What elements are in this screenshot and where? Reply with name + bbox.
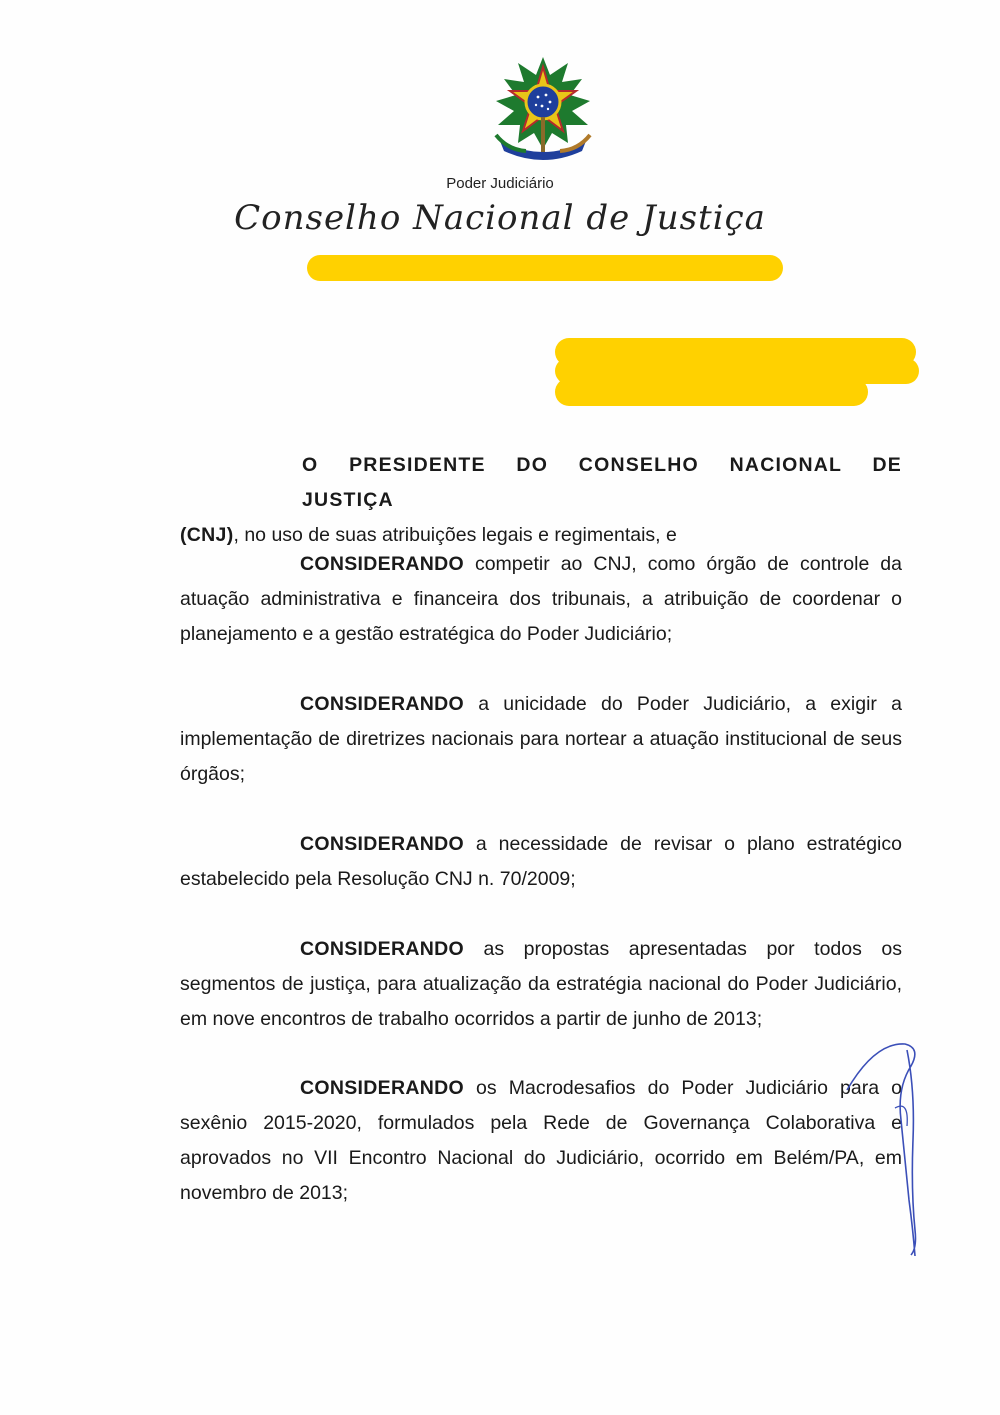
considerando-text: a unicidade do Poder Judiciário, a exigir a implementação de diretrizes nacionais para nortear a atuação institucional de seus órgãos;	[180, 693, 902, 785]
cnj-abbrev: (CNJ)	[180, 524, 234, 546]
considerando-keyword: CONSIDERANDO	[300, 938, 464, 960]
considerando-paragraph	[180, 932, 902, 1037]
considerando-text: os Macrodesafios do Poder Judiciário para o sexênio 2015-2020, formulados pela Rede de Governança Colaborativa e aprovados no VII Encontro Nacional do Judiciário, ocorrido em Belém/PA, em novembro de 2013;	[180, 1077, 902, 1204]
considerando-paragraph	[180, 547, 902, 652]
redaction-bar	[307, 255, 783, 281]
president-heading: O PRESIDENTE DO CONSELHO NACIONAL DE JUSTIÇA	[302, 454, 902, 511]
considerando-keyword: CONSIDERANDO	[300, 553, 464, 575]
considerando-text: a necessidade de revisar o plano estratégico estabelecido pela Resolução CNJ n. 70/2009;	[180, 833, 902, 890]
considerando-text: as propostas apresentadas por todos os segmentos de justiça, para atualização da estratégia nacional do Poder Judiciário, em nove encontros de trabalho ocorridos a partir de junho de 2013;	[180, 938, 902, 1030]
poder-judiciario-label: Poder Judiciário	[446, 175, 554, 192]
considerando-keyword: CONSIDERANDO	[300, 833, 464, 855]
handwritten-signature	[835, 1030, 935, 1270]
conselho-nacional-title: Conselho Nacional de Justiça	[234, 198, 766, 238]
brasil-coat-of-arms-icon	[478, 55, 608, 165]
considerando-paragraph	[180, 1071, 902, 1211]
preamble	[180, 448, 902, 553]
considerando-paragraph	[180, 687, 902, 792]
considerando-keyword: CONSIDERANDO	[300, 693, 464, 715]
redaction-bar	[555, 378, 868, 406]
considerando-paragraph	[180, 827, 902, 897]
considerando-keyword: CONSIDERANDO	[300, 1077, 464, 1099]
considerando-text: competir ao CNJ, como órgão de controle da atuação administrativa e financeira dos tribunais, a atribuição de coordenar o planejamento e a gestão estratégica do Poder Judiciário;	[180, 553, 902, 645]
preamble-text: , no uso de suas atribuições legais e regimentais, e	[233, 524, 677, 546]
